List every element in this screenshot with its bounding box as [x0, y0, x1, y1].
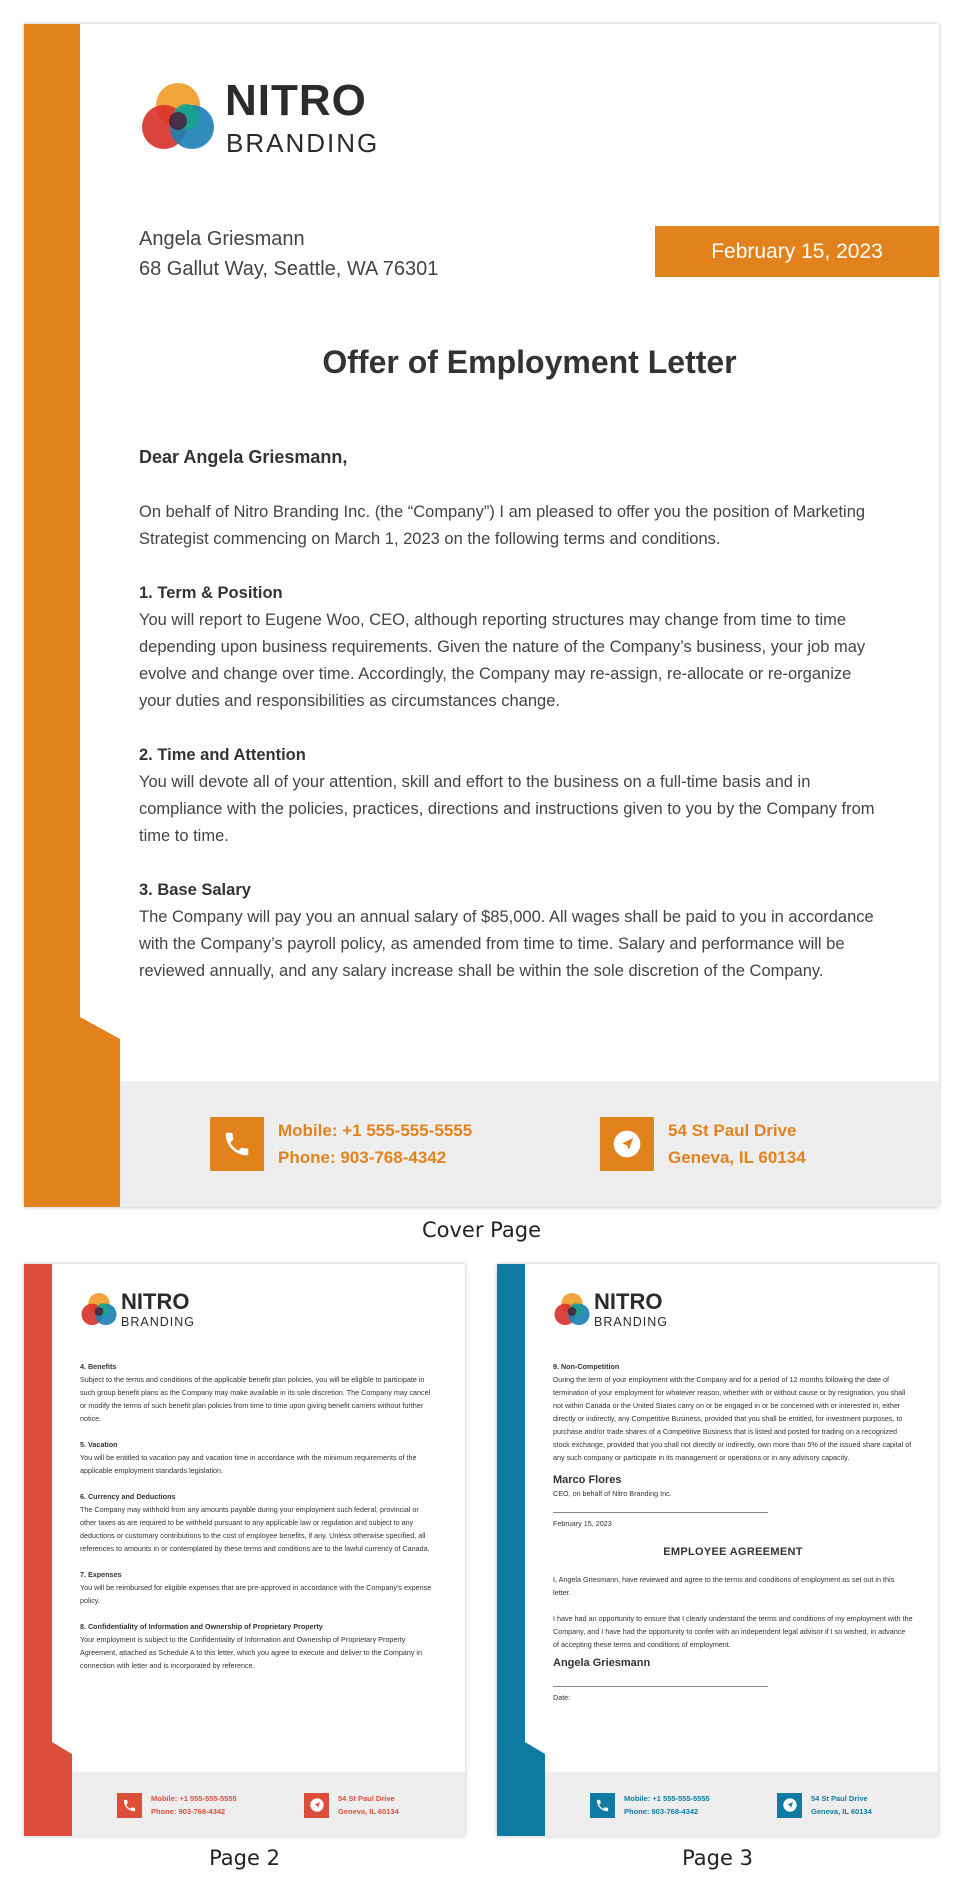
- logo-wordmark-nitro: NITRO: [225, 76, 367, 125]
- mobile-number: Mobile: +1 555-555-5555: [151, 1794, 237, 1803]
- phone-number: Phone: 903-768-4342: [151, 1807, 226, 1816]
- recipient-address-block: [139, 224, 438, 284]
- phone-icon: [210, 1117, 264, 1171]
- date-banner: [655, 226, 939, 277]
- section-heading: 4. Benefits: [80, 1362, 117, 1371]
- logo-wordmark-nitro: NITRO: [121, 1289, 190, 1314]
- signer-title: CEO, on behalf of Nitro Branding Inc.: [553, 1489, 672, 1498]
- section-vacation: [80, 1438, 435, 1477]
- recipient-address: 68 Gallut Way, Seattle, WA 76301: [139, 258, 439, 280]
- letter-title: Offer of Employment Letter: [322, 344, 737, 380]
- section-heading: 5. Vacation: [80, 1440, 118, 1449]
- nitro-logo-icon: [141, 81, 215, 155]
- city-address: Geneva, IL 60134: [668, 1148, 806, 1167]
- section-benefits: [80, 1360, 435, 1425]
- logo-wordmark-nitro: NITRO: [594, 1289, 663, 1314]
- section-text: During the term of your employment with the Company and for a period of 12 months following the date of termination of your employment for whatever reason, whether with or without cause or by resignation, you shall not within Canada or the United States carry on or be engaged in or be concerned with or interested in, either directly or indirectly, any Competitive Business, provided that you shall be entitled, for investment purposes, to purchase and/or trade shares of a Competitive Business that is listed and posted for trading on a recognized stock exchange, provided that you shall not directly or indirectly, own more than 5% of the issued share capital of any such company or participate in its management or operations or in any advisory capacity.: [553, 1375, 912, 1462]
- salutation: Dear Angela Griesmann,: [139, 447, 348, 467]
- address-contact: [304, 1792, 399, 1818]
- section-heading: 9. Non-Competition: [553, 1362, 620, 1371]
- page-2-caption: Page 2: [209, 1846, 280, 1870]
- page-2: [24, 1264, 465, 1836]
- cover-page-caption: Cover Page: [421, 1218, 541, 1242]
- page-3-body: [553, 1360, 913, 1704]
- phone-contact: [117, 1792, 237, 1818]
- letter-body: [139, 444, 879, 1012]
- signer-name: Marco Flores: [553, 1474, 622, 1486]
- section-text: You will devote all of your attention, skill and effort to the business on a full-time basis and in compliance with the policies, practices, directions and instructions given to you by the Company from time to time.: [139, 773, 875, 845]
- section-heading: 7. Expenses: [80, 1570, 122, 1579]
- section-expenses: [80, 1568, 435, 1607]
- section-term-position: [139, 580, 879, 715]
- section-text: Subject to the terms and conditions of the applicable benefit plan policies, you will be eligible to participate in such group benefit plans as the Company may make available in its sole discretion. The Company may cancel or modify the terms of such benefit plan policies from time to time upon giving benefit carriers without further notice.: [80, 1375, 431, 1423]
- logo-wordmark-branding: BRANDING: [594, 1315, 668, 1329]
- cover-page: [24, 24, 939, 1207]
- recipient-name: Angela Griesmann: [139, 228, 305, 250]
- contact-footer: [545, 1772, 938, 1836]
- section-heading: 6. Currency and Deductions: [80, 1492, 176, 1501]
- signer-date: February 15, 2023: [553, 1519, 612, 1528]
- street-address: 54 St Paul Drive: [668, 1121, 797, 1140]
- section-base-salary: [139, 877, 879, 985]
- nitro-logo-icon: [81, 1292, 117, 1328]
- street-address: 54 St Paul Drive: [338, 1794, 395, 1803]
- contact-footer: [120, 1081, 939, 1207]
- section-text: You will be reimbursed for eligible expenses that are pre-approved in accordance with the Company’s expense policy.: [80, 1583, 432, 1605]
- city-address: Geneva, IL 60134: [338, 1807, 399, 1816]
- date-label: Date:: [553, 1693, 571, 1702]
- agreement-title: EMPLOYEE AGREEMENT: [663, 1546, 803, 1558]
- nitro-logo-icon: [554, 1292, 590, 1328]
- section-text: You will report to Eugene Woo, CEO, although reporting structures may change from time to time depending upon business requirements. Given the nature of the Company’s business, your job may evolve and change over time. Accordingly, the Company may re-assign, re-allocate or re-organize your duties and responsibilities as circumstances change.: [139, 611, 866, 710]
- navigation-icon: [600, 1117, 654, 1171]
- phone-number: Phone: 903-768-4342: [624, 1807, 699, 1816]
- phone-icon: [590, 1793, 615, 1818]
- employee-name: Angela Griesmann: [553, 1657, 651, 1669]
- side-accent-bar: [24, 1264, 72, 1836]
- section-heading: 1. Term & Position: [139, 584, 283, 602]
- section-confidentiality: [80, 1620, 435, 1672]
- mobile-number: Mobile: +1 555-555-5555: [624, 1794, 710, 1803]
- section-text: You will be entitled to vacation pay and vacation time in accordance with the minimum requirements of the applicable employment standards legislation.: [80, 1453, 417, 1475]
- page-3-caption: Page 3: [682, 1846, 753, 1870]
- section-text: The Company may withhold from any amounts payable during your employment such federal, provincial or other taxes as are required to be withheld pursuant to any applicable law or regulation and subject to any deductions or customary contributions to the cost of employee benefits, if any. Unless otherwise specified, all references to amounts in or contemplated by these terms and conditions are to the lawful currency of Canada.: [80, 1505, 430, 1553]
- side-accent-bar: [24, 24, 120, 1207]
- section-text: Your employment is subject to the Confidentiality of Information and Ownership of Proprietary Property Agreement, attached as Schedule A to this letter, which you agree to execute and deliver to the Company in connection with letter and is incorporated by reference.: [80, 1635, 423, 1670]
- phone-icon: [117, 1793, 142, 1818]
- employee-signature-line: [553, 1686, 768, 1687]
- section-time-attention: [139, 742, 879, 850]
- address-contact: [777, 1792, 872, 1818]
- address-contact: [600, 1117, 806, 1171]
- page-2-body: [80, 1360, 435, 1685]
- phone-contact: [590, 1792, 710, 1818]
- logo-wordmark-branding: BRANDING: [121, 1315, 195, 1329]
- page-3: [497, 1264, 938, 1836]
- intro-paragraph: On behalf of Nitro Branding Inc. (the “Company”) I am pleased to offer you the position of Marketing Strategist commencing on March 1, 2023 on the following terms and conditions.: [139, 503, 866, 548]
- mobile-number: Mobile: +1 555-555-5555: [278, 1121, 473, 1140]
- signer-signature-line: [553, 1512, 768, 1513]
- navigation-icon: [304, 1793, 329, 1818]
- section-heading: 3. Base Salary: [139, 881, 251, 899]
- section-heading: 2. Time and Attention: [139, 746, 306, 764]
- city-address: Geneva, IL 60134: [811, 1807, 872, 1816]
- contact-footer: [72, 1772, 465, 1836]
- letter-date: February 15, 2023: [711, 239, 883, 263]
- section-non-competition: [553, 1360, 913, 1464]
- agreement-paragraph-1: I, Angela Griesmann, have reviewed and agree to the terms and conditions of employment as set out in this letter.: [553, 1575, 895, 1597]
- logo-wordmark-branding: BRANDING: [226, 128, 380, 158]
- phone-number: Phone: 903-768-4342: [278, 1148, 447, 1167]
- navigation-icon: [777, 1793, 802, 1818]
- section-heading: 8. Confidentiality of Information and Ownership of Proprietary Property: [80, 1622, 323, 1631]
- side-accent-bar: [497, 1264, 545, 1836]
- agreement-paragraph-2: I have had an opportunity to ensure that I clearly understand the terms and conditions of my employment with the Company, and I have had the opportunity to confer with an independent legal advisor if I so wished, in advance of accepting these terms and conditions of employment.: [553, 1614, 913, 1649]
- section-text: The Company will pay you an annual salary of $85,000. All wages shall be paid to you in accordance with the Company’s payroll policy, as amended from time to time. Salary and performance will be reviewed annually, and any salary increase shall be within the sole discretion of the Company.: [139, 908, 874, 980]
- phone-contact: [210, 1117, 472, 1171]
- street-address: 54 St Paul Drive: [811, 1794, 868, 1803]
- section-currency-deductions: [80, 1490, 435, 1555]
